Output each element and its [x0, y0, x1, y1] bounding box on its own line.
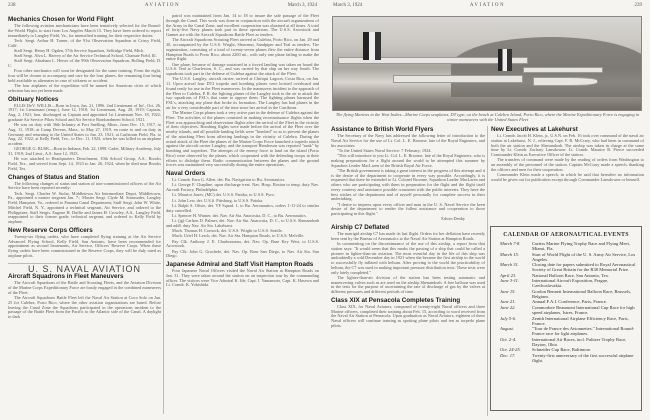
article-paragraph: Mach. Thomas H. Cornock, det. U.S.S. Wright to U.S.S. Seattle.	[172, 228, 283, 233]
column-divider	[487, 126, 488, 416]
calendar-events	[496, 241, 636, 363]
calendar-event-row	[496, 241, 636, 251]
calendar-event-description: Closing date for papers submitted to Royal Aeronautical Society of Great Britain for the R38 Memorial Prize.	[532, 262, 636, 273]
calendar-event-row	[496, 337, 636, 347]
calendar-event-date: Dec. 17.	[500, 352, 516, 358]
article-paragraph: Pay Clk. Anthony J. E. Charbonneau, det. Nav. Op. Base Key West, to U.S.S. Aroostook.	[166, 238, 319, 249]
article-heading: New Executives at Lakehurst	[491, 126, 578, 133]
article-paragraph: Lt. George F. Chapline, upon discharge treat. Nav. Hosp. Boston to temp. duty Nav. Aircraft Factory, Philadelphia.	[166, 182, 319, 192]
right-page-column-2	[491, 124, 644, 222]
article-heading: Mechanics Chosen for World Flight	[8, 16, 114, 23]
photo-seaplane-tail	[498, 49, 512, 71]
article-paragraph: The Aircraft Squadrons Scouting Fleet arrived at Culebra, Porto Rico, on Jan. 29 and 30, accompanied by the U.S.S. Wright, Shawmut, Sandpiper and Teal as tenders. The organization, consisting of a total of twenty-seven planes flew the entire distance from Hampton Roads to Porto Rico, about 2200 mi., with only one plane failing to make the entire flight.	[166, 37, 319, 62]
article-paragraph: The four airplanes of the expedition will be named for American cities of which selection has not yet been made.	[8, 83, 161, 93]
article-paragraph: The U.S.S. Langley, aircraft carrier, arrived at Chiriqui Lagoon, Costa Rica, on Jan. 11. Upon arrival four DT2 torpedo and bombing planes were hoisted overboard and found ready for use in the Fleet maneuvers. In the maneuvers incident to the approach of the Fleet to Culebra, P. R. the fighting planes of the Langley took to the air to attack the two squadrons of FSL's that came to oppose them. The fighting planes harassed the FSL's, attacking any plane that broke its formation. The Langley has had planes in the air for a very considerable part of the time since her arrival in the Carribean.	[166, 76, 319, 110]
department-heading: U. S. NAVAL AVIATION	[8, 263, 161, 272]
issue-date: March 3, 1924	[333, 3, 363, 8]
calendar-event-row	[496, 273, 636, 278]
calendar-event-row	[496, 353, 636, 363]
running-head	[8, 3, 317, 11]
calendar-event-date: June 21.	[500, 299, 516, 305]
calendar-event-date: June 15.	[500, 288, 516, 294]
calendar-event-description: International Aircraft Exposition, Prague, Czechoslovakia.	[532, 278, 609, 289]
article-paragraph: The nonrigid airship C7 has made its last flight. Orders for her deflation have recently been sent by the Bureau of Aeronautics to the Naval Air Station at Hampton Roads.	[331, 231, 485, 241]
calendar-event-row	[496, 278, 636, 288]
article-paragraph: Mach. Uriel H. Lesch, det. Nav. Air Sta. Hampton Roads, to U.S.S. Melville.	[172, 233, 305, 239]
article-paragraph: GEORGE G. BUSK—Born in Indiana, Feb. 22, 1898. Cadet, Military Academy, July 31, 1919; 2nd Lieut., A.S. June 12, 1923.	[8, 146, 161, 156]
article-paragraph: "I desire to impress upon every officer and man in the U. S. Naval Service the keen desire of the department to render the fullest assistance and cooperation to those participating in this flight."	[331, 201, 485, 216]
article-paragraph: ELLIS DeV. WILLIS—Born in Iowa, Jan. 21, 1896. 2nd Lieutenant of Inf., Oct. 26, 1917; 1st Lieutenant (temp.), June 12, 1918; 1st Lieutenant, Aug. 28, 1919; Captain, Aug. 2, 1921; hon. discharged as Captain and appointed 1st Lieutenant Nov. 18, 1922; graduate Air Service Pilots School and Air Service Bombardment School, 1921.	[8, 102, 161, 122]
photo-seaplane-hull	[533, 77, 598, 86]
article-paragraph: The following aviation mechanicians have been tentatively selected for the Round-the-World Flight, to start from Los Angeles March 15. They have been ordered to report immediately to Langley Field, Va., for intensified training for their respective duties:	[8, 23, 161, 38]
calendar-event-date: March 15.	[500, 251, 519, 257]
article-paragraph: Lt. Comdr. Jacob H. Klein, jr., U.S.N. on Feb. 16 took over command of the naval air station at Lakehurst, N. J., relieving Capt. F. R. McCrary, who had been in command of both the air station and the Shenandoah. The airship was taken in charge at the same time by Lt. Comdr. Zachary Lansdowne. Lt. Comdr. Maurice R. Pierce succeeded Commander Klein as Executive Officer of the station.	[491, 133, 644, 157]
article-paragraph: In commenting on the discontinuance of the use of this airship, a report from that station says: "It would seem that this marks the passing of a ship that could be called a pioneer in lighter-than-air aviation. The most eventful day in the life of this ship was undoubtedly a cold December day in 1921 when she became the first airship in the world to successfully fly inflated with helium. After proving to the world the practicability of helium, the C7 was used in making important pressure distribution tests. These tests were only lately completed."	[331, 241, 485, 275]
article-paragraph: The Secretary of the Navy has addressed the following letter of introduction to the Naval Air Service for the use of Lt. Col. L. E. Broome, late of the Royal Engineers, and his associates:	[331, 133, 485, 148]
magazine-title: AVIATION	[469, 3, 506, 8]
calendar-event-description: Gordon Bennett International Balloon Race, Brussels, Belgium.	[532, 288, 632, 299]
article-paragraph: Lt. Ralph S. Oftsie, det. VF Squad. 1, to Bu. Aeronautics, orders 1-11-24 to similar duty cancelled.	[166, 202, 319, 213]
article-paragraph: Tech. Sergt. Arthur H. Turner, of the 91st Observation Squadron at Crissy Field, Calif.	[8, 37, 161, 48]
article-paragraph: He was attached to Headquarters Detachment, 10th School Group, A.S., Brooks Field, Tex., and served from Sept. 14, 1923 to Jan. 26, 1924, when he died near Brooks Field, Tex.	[8, 156, 161, 171]
calendar-event-description: Twenty-first anniversary of the first successful airplane flight.	[532, 352, 634, 363]
calendar-event-date: Oct. 24-25.	[500, 347, 521, 353]
article-heading: Obituary Notices	[8, 95, 59, 103]
article-heading: Changes of Status and Station	[8, 173, 100, 181]
article-paragraph: The Aircraft Squadrons of the Battle and Scouting Fleets, and the Aviation Division of the Marine Corps Expeditionary Force are busily engaged in the combined maneuvers of the Fleet.	[8, 280, 161, 295]
seaplanes-photo	[332, 16, 642, 111]
article-heading: Assistance to British World Flyers	[331, 126, 434, 133]
photo-seaplane-wing	[393, 75, 523, 83]
left-page-column-2	[166, 14, 319, 418]
article-paragraph: Staff Sergt. Alva L. Harvey of the Air Service Technical School, Chanute Field, Ill.	[14, 53, 157, 58]
article-heading: Aircraft Squadrons in Fleet Maneuvers	[8, 273, 124, 281]
calendar-event-row	[496, 289, 636, 299]
calendar-event-date: July 5-6.	[500, 315, 517, 321]
calendar-event-date: August.	[500, 326, 514, 332]
article-signature: Edwin Denby	[441, 216, 465, 222]
page-number: 238	[8, 3, 16, 8]
article-paragraph: patrol was maintained from Jan. 14 to 18 to insure the safe passage of the Fleet through the Canal. This work was done in conjunction with the aircraft organizations of the Army in the Canal Zone, and excellent cooperation was obtained at all times. A total of forty-five Navy planes took part in these operations. The U.S.S. Aroostook and Gannet are with the Aircraft Squadrons Battle Fleet as tenders.	[166, 14, 319, 37]
calendar-event-row	[496, 316, 636, 326]
article-paragraph: Class XIX, for Naval Aviators, composed of twenty-eight Naval officers and three Marine officers, completed their training about Feb. 15, according to word received from the Naval Air Station at Pensacola. Upon graduation as Naval Aviators, eighteen of these Naval officers will continue training as spotting plane pilots and ten as torpedo plane pilots.	[331, 303, 485, 328]
calendar-event-description: National Balloon Race, San Antonio, Tex.	[532, 272, 610, 278]
page-number: 239	[634, 3, 642, 8]
article-paragraph: Four other mechanics will soon be designated for the same training. From the eight, four will be chosen to accompany and care for the four planes, the remaining four being held available as alternates in case of sickness or accident.	[8, 68, 161, 83]
article-paragraph: Twenty-six flying cadets, who have completed flying training at the Air Service Advanced Flying School, Kelly Field, San Antonio, have been recommended for appointment as second lieutenants, Air Service, Officers' Reserve Corps. When these flying cadets have been commissioned in the Reserve Corps, they will be duly rated as airplane pilots.	[8, 233, 161, 258]
calendar-event-date: April 23.	[500, 272, 517, 278]
calendar-event-row	[496, 252, 636, 262]
calendar-event-row	[496, 262, 636, 272]
right-page-column-1	[331, 124, 485, 418]
article-paragraph: The lighter-than-air division of the station has been testing automatic and maneuvering valves such as are used on the airship Shenandoah. A free balloon was used in the tests for the purpose of ascertaining the rate of discharge of gas by the valves at different pressures and different periods of time.	[331, 274, 485, 294]
calendar-event-description: Annual F.A.I. Conference, Paris, France.	[532, 299, 607, 305]
article-paragraph: Staff Sergt. Abraham L. Heiser of the 99th Observation Squadron, Bolling Field, D. C.	[8, 58, 161, 68]
calendar-event-date: March 7-8.	[500, 241, 521, 247]
running-head	[333, 3, 642, 11]
calendar-of-events-box	[490, 226, 642, 411]
calendar-title: CALENDAR OF AERONAUTICAL EVENTS	[503, 232, 629, 238]
article-heading: Class XIX at Pensacola Completes Training	[331, 296, 461, 304]
photo-caption: The flying Marines in the West Indies—Marine Corps seaplanes, DT type, on the beach at Culebra Island, Porto Rico, where the Marine Expeditionary Force is engaging in winter maneuvers with the United States Fleet	[335, 112, 640, 122]
magazine-title: AVIATION	[144, 3, 181, 8]
article-paragraph: Staff Sergt. Henry H. Ogden, 57th Service Squadron, Selfridge Field, Mich.	[14, 47, 145, 53]
article-paragraph: Lt. John Lew, det. U.S.S. Pittsburg, to U.S.S. Patoka.	[172, 197, 264, 203]
left-page-column-1	[8, 14, 161, 418]
article-paragraph: Lt. Maurice Jones, (MC) det. U.S.S. Patoka, to U.S.S. Pyro.	[172, 192, 275, 198]
calendar-event-date: March 31.	[500, 262, 519, 268]
article-paragraph: Four Japanese Naval Officers visited the Naval Air Station at Hampton Roads on Jan. 31. They were taken around the station on an inspection tour by the commanding officer. The visitors were Vice Admiral K. Ide, Capt. I. Yamamoto, Capt. K. Hasewa and Lt. Comdr. K. Yokishida.	[166, 268, 319, 288]
calendar-event-row	[496, 347, 636, 352]
calendar-event-date: Oct. 2-4.	[500, 336, 517, 342]
calendar-event-description: Zenith International Airplane Efficiency Race, Paris, France.	[532, 315, 629, 326]
article-heading: Naval Orders	[166, 170, 206, 177]
calendar-event-description: Start of World Flight of the U. S. Army Air Service, Los Angeles.	[532, 251, 636, 262]
article-heading: Japanese Admiral and Staff Visit Hampton Roads	[166, 261, 314, 268]
article-paragraph: One plane, because of damage sustained in a forced landing was taken on board the U.S.S. Teal at Charleston, S. C., and was carried by that ship on her way South. The squadrons took part in the defense of Culebra against the attack of the Fleet.	[166, 61, 319, 76]
article-paragraph: "To the United States Naval Service: 7 February, 1924.	[337, 147, 432, 153]
article-paragraph: Lt. Comdr. Ezra G. Allen, det. Bu. Navigation to Bu. Aeronautics.	[172, 177, 286, 182]
article-paragraph: Lt. Spencer H. Warner, det. Nav. Air Sta. Anacostia, D. C., to Bu. Aeronautics.	[172, 212, 307, 218]
article-paragraph: The Aircraft Squadrons Battle Fleet left the Naval Air Station at Coco Solo on Jan. 25 for Culebra, Porto Rico, where the other aviation organizations are based. Before leaving the Canal Zone the Squadrons participated in the operations incident to the passage of the Battle Fleet from the Pacific to the Atlantic side of the Canal. A daylight to dark	[8, 295, 161, 319]
issue-date: March 3, 1924	[287, 3, 317, 8]
article-paragraph: "This will introduce to you Lt. Col. L. E. Broome, late of the Royal Engineers, who is making preparations for a flight around the world to be attempted this summer by Squadron Leader MacLaren of the British Royal Air Force.	[331, 153, 485, 168]
article-paragraph: "The British government is taking a great interest in the progress of this attempt and it is the desire of the department to cooperate in every way possible. Accordingly, it is requested that there be extended to Lt. Colonel Broome, Squadron Leader MacLaren and others who are participating with them in preparation for the flight and the flight itself every courtesy and assistance possible consistent with the public interests. They have the best wishes of the department and of myself personally for complete success in their undertaking.	[331, 167, 485, 202]
article-paragraph: Tech. Sergt. Charles W. Stolar, Middletown Air Intermediate Depot, Middletown, Pa., appointed a master sergeant Jan. 7.; Master Sergt. Clyde M. Strausader, Langley Field, Hampton, Va., ordered to Panama Canal Department; Staff Sergt. John W. White, Mitchel Field, N. Y., appointed a technical sergeant, Air Service, and ordered to the Philippines; Staff Sergts. Eugene H. Duffie and James H. Crowley, A.S., Langley Field, reappointed to their former grade, technical sergeant, and ordered to Kelly Field by airplane.	[8, 190, 161, 224]
calendar-event-row	[496, 299, 636, 304]
article-paragraph: The transfers of command were made by the reading of orders from Washington to an assembly of the personnel of the station. Captain McCrary made a speech, thanking the officers and men for their cooperation.	[491, 157, 644, 172]
article-paragraph: He was on duty with 36th Infantry at Fort Snelling, Minn., from Dec. 15, 1917, to Aug. 11, 1918; at Camp Devens, Mass., to May 27, 1919, en route to and on duty in Germany and returning to the United States to Jan. 23, 1921; at Carlstrom Field, Fla. to Aug. 22, 1922; at Kelly Field, Tex., to Dec. 11, 1923, when he was killed in an airplane accident.	[8, 122, 161, 146]
article-heading: Airship C7 Deflated	[331, 224, 390, 231]
photo-seaplane-wing	[523, 67, 603, 73]
article-paragraph: Lt. (jg) Carlton D. Palmer, det. Nav. Air Sta. Anacostia, D. C., to U.S.S. Shenandoah and addl. duty Nav. Air Sta. Lakehurst.	[166, 218, 319, 228]
photo-seaplane-tail	[363, 32, 381, 60]
calendar-event-description: Commodore Beaumont International Cup Race for high speed airplanes, Istres, France.	[532, 304, 635, 316]
article-paragraph: Commander Klein made a speech, in which he said that hereafter no information would be given out for publication except through Commander Lansdowne or himself.	[491, 172, 644, 182]
calendar-event-description: "Tour de France des Avionnettes." International Round-France race for light airplanes.	[532, 326, 635, 337]
calendar-event-date: June 3-11.	[500, 278, 520, 284]
column-divider	[163, 16, 164, 414]
calendar-event-row	[496, 326, 636, 336]
article-paragraph: The following changes of status and station of non-commissioned officers of the Air Service have been reported recently:	[8, 180, 161, 191]
calendar-event-row	[496, 305, 636, 315]
calendar-event-description: International Air Races, incl. Pulitzer Trophy Race, Dayton, Ohio.	[532, 336, 627, 347]
calendar-event-description: Curtiss Marine Flying Trophy Race and Flying Meet, Miami, Fla.	[532, 241, 630, 252]
calendar-event-date: June 22.	[500, 304, 516, 310]
calendar-event-description: Schneider Cup Race, Baltimore.	[532, 347, 592, 353]
article-paragraph: The Marine Corps planes took a very active part in the defense of Culebra against the Fleet. The activities of the planes consisted in making reconnaissance flights when the Fleet was approaching and observation flights after the arrival of the Fleet in the vicinity of their objectives. Bombing flights were made before the arrival of the Fleet over the nearby islands, and all possible landing fields were "bombed" so as to prevent the planes of the attacking Fleet from affecting landings in the vicinity of Culebra. During the actual attack of the Fleet the planes of the Marine Corps Force launched a torpedo attack against the aircraft carrier Langley, and the transport Henderson was reported "sunk" by bombing and torpedoes. The attempts of the enemy force to land on the island (Porto Rico) were observed by the planes, which cooperated with the defending troops in their efforts to dislodge them. Radio communication between the planes and the ground forces was maintained very successfully during the entire operations.	[166, 110, 319, 168]
article-heading: New Reserve Corps Officers	[8, 226, 93, 234]
article-paragraph: Pay Clk. John G. Grochele, det. Nav. Op. Base San Diego, to Nav. Air Sta. San Diego.	[166, 248, 319, 259]
